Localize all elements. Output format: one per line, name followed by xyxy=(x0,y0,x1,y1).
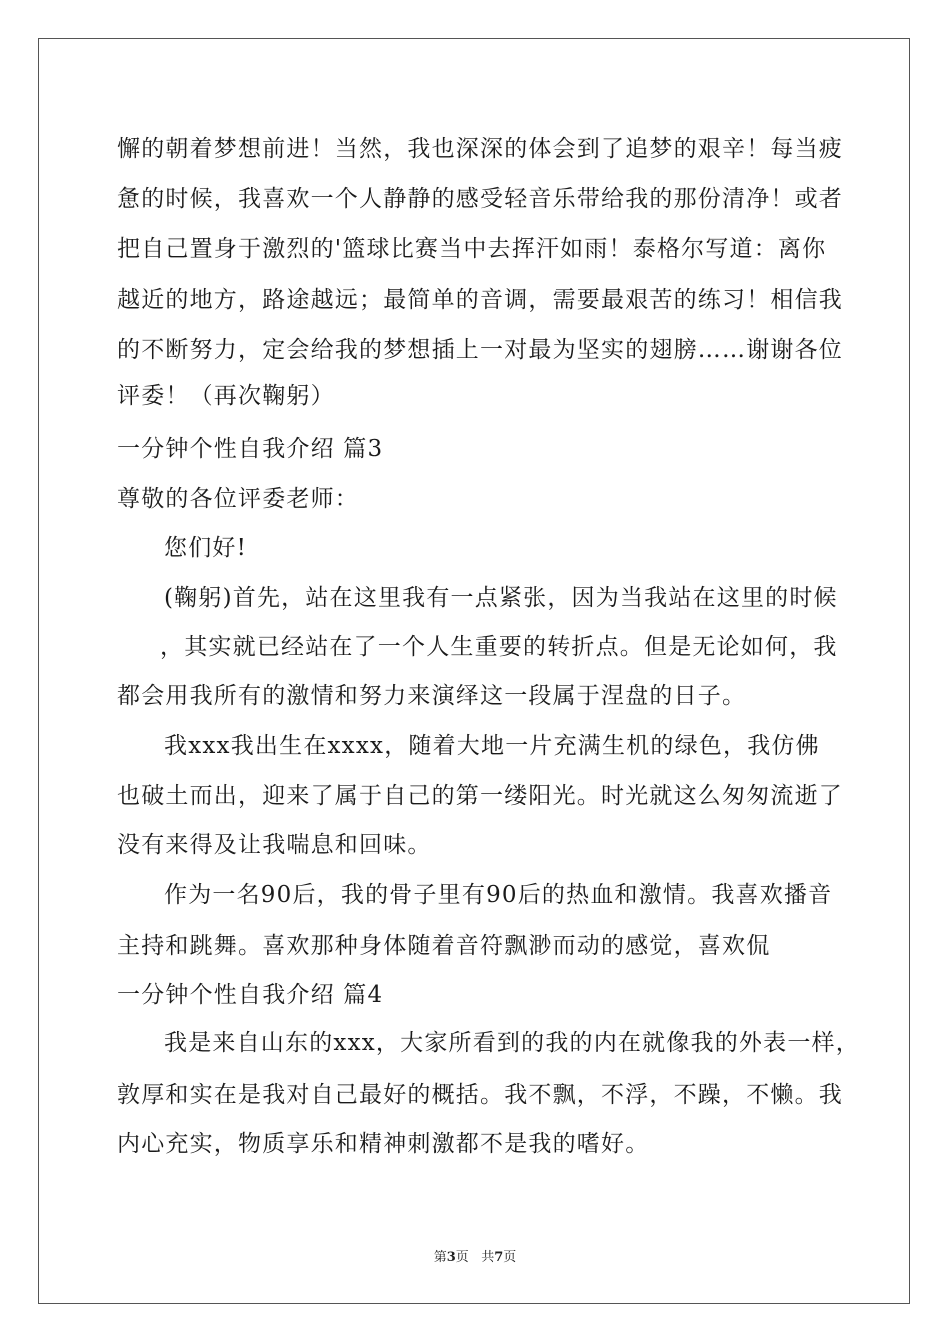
text-line: 惫的时候，我喜欢一个人静静的感受轻音乐带给我的那份清净！或者 xyxy=(117,186,843,212)
page-number: 3 xyxy=(446,1250,456,1265)
page-footer xyxy=(0,1246,950,1265)
text-line: 的不断努力，定会给我的梦想插上一对最为坚实的翅膀……谢谢各位 xyxy=(117,337,843,363)
text-line: 内心充实，物质享乐和精神刺激都不是我的嗜好。 xyxy=(117,1131,650,1157)
section-heading: 一分钟个性自我介绍 篇4 xyxy=(117,982,384,1008)
section-heading: 一分钟个性自我介绍 篇3 xyxy=(117,436,384,462)
text-line: 懈的朝着梦想前进！当然，我也深深的体会到了追梦的艰辛！每当疲 xyxy=(117,136,843,162)
text-line: 没有来得及让我喘息和回味。 xyxy=(117,832,432,858)
text-line: ，其实就已经站在了一个人生重要的转折点。但是无论如何，我 xyxy=(160,634,838,660)
text-line: 我是来自山东的xxx，大家所看到的我的内在就像我的外表一样， xyxy=(164,1030,860,1056)
page-suffix: 页 xyxy=(455,1250,469,1265)
text-line: 也破土而出，迎来了属于自己的第一缕阳光。时光就这么匆匆流逝了 xyxy=(117,783,843,809)
text-line: 作为一名90后，我的骨子里有90后的热血和激情。我喜欢播音 xyxy=(164,882,833,908)
total-pages: 7 xyxy=(494,1250,504,1265)
text-line: 主持和跳舞。喜欢那种身体随着音符飘渺而动的感觉，喜欢侃 xyxy=(117,933,771,959)
page-border xyxy=(38,38,910,1304)
text-line: 评委！（再次鞠躬） xyxy=(117,383,335,409)
text-line: 我xxx我出生在xxxx，随着大地一片充满生机的绿色，我仿佛 xyxy=(164,733,820,759)
text-line: 越近的地方，路途越远；最简单的音调，需要最艰苦的练习！相信我 xyxy=(117,287,843,313)
greeting: 您们好! xyxy=(164,535,248,561)
text-line: 都会用我所有的激情和努力来演绎这一段属于涅盘的日子。 xyxy=(117,683,747,709)
text-line: 敦厚和实在是我对自己最好的概括。我不飘，不浮，不躁，不懒。我 xyxy=(117,1082,843,1108)
salutation: 尊敬的各位评委老师： xyxy=(117,486,359,512)
total-suffix: 页 xyxy=(503,1250,517,1265)
text-line: (鞠躬)首先，站在这里我有一点紧张，因为当我站在这里的时候 xyxy=(164,585,838,611)
page-prefix: 第 xyxy=(433,1250,447,1265)
total-prefix: 共 xyxy=(481,1250,495,1265)
text-line: 把自己置身于激烈的'篮球比赛当中去挥汗如雨！泰格尔写道：离你 xyxy=(117,236,827,262)
